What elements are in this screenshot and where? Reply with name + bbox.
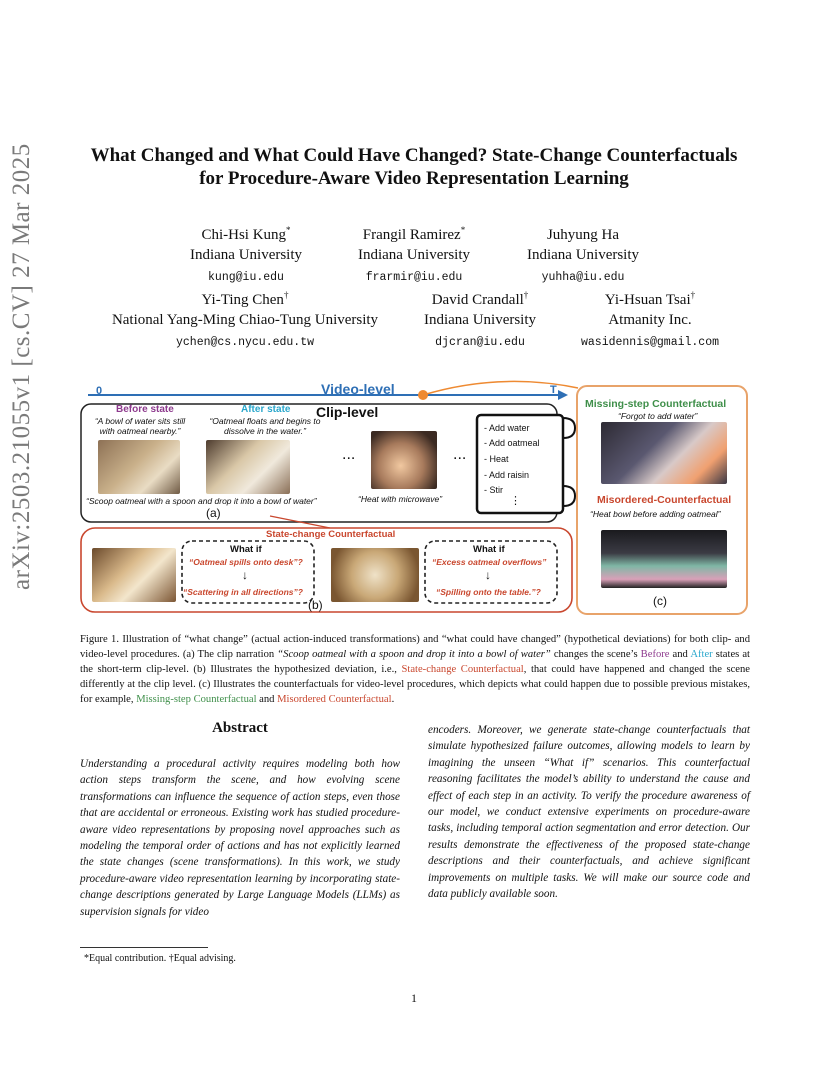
state-change-title: State-change Counterfactual <box>266 529 396 540</box>
step-item: - Heat <box>484 454 509 464</box>
author-block <box>336 220 492 288</box>
caption-missing-step-cf: Missing-step Counterfactual <box>136 694 257 705</box>
author-block <box>405 285 555 353</box>
author-mark: † <box>523 290 529 300</box>
after-state-photo <box>206 440 290 494</box>
step-item: - Add raisin <box>484 470 530 480</box>
author-email[interactable]: frarmir@iu.edu <box>365 271 463 284</box>
author-affiliation: National Yang-Ming Chiao-Tung University <box>111 312 379 328</box>
steps-loop-top <box>563 418 575 438</box>
what-if-label-2: What if <box>473 544 505 555</box>
what-if-label-1: What if <box>230 544 262 555</box>
title-line-2: for Procedure-Aware Video Representation Learning <box>199 168 629 189</box>
author-block <box>505 220 661 288</box>
author-affiliation: Indiana University <box>526 247 640 263</box>
author-mark: † <box>690 290 696 300</box>
author-email[interactable]: kung@iu.edu <box>208 271 284 284</box>
caption-text: states at the short-term clip-level. (b) Illustrates the hypothesized deviation, i.e., <box>80 649 750 675</box>
caption-text: Figure 1. Illustration of “what change” (actual action-induced transformations) and “what could have changed” (hypothetical deviations) for both clip- and video-level procedures. (a) The clip narration <box>80 634 750 660</box>
footnote-rule <box>80 947 208 948</box>
step-item: - Add water <box>484 423 530 433</box>
caption-text: changes the scene’s <box>550 649 641 660</box>
caption-text: . <box>391 694 395 705</box>
caption-before: Before <box>640 649 670 660</box>
missing-step-text: “Forgot to add water” <box>618 411 698 421</box>
oatmeal-overflow-photo <box>331 548 419 602</box>
abstract-heading: Abstract <box>212 720 268 736</box>
author-email[interactable]: ychen@cs.nycu.edu.tw <box>175 336 315 349</box>
label-b: (b) <box>308 598 323 612</box>
before-state-text: “A bowl of water sits still with oatmeal nearby.” <box>94 416 186 436</box>
counterfactual-2-result: “Spilling onto the table.”? <box>436 587 541 597</box>
footnote: *Equal contribution. †Equal advising. <box>84 953 236 964</box>
oatmeal-spill-photo <box>92 548 176 602</box>
counterfactual-2-condition: “Excess oatmeal overflows” <box>432 557 547 567</box>
author-affiliation: Indiana University <box>189 247 303 263</box>
author-email[interactable]: djcran@iu.edu <box>435 336 525 349</box>
missing-step-title: Missing-step Counterfactual <box>585 398 727 410</box>
caption-text: , that could have happened and changed the scene differently at the clip level. (c) Illustrates the counterfactuals for video-level procedures, which depicts what could happen due to possible previous mistakes, for example, <box>80 664 750 705</box>
misordered-title: Misordered-Counterfactual <box>597 494 732 506</box>
caption-text: and <box>669 649 691 660</box>
label-c: (c) <box>653 594 667 608</box>
author-mark: † <box>283 290 289 300</box>
steps-loop-bottom <box>563 486 575 506</box>
author-affiliation: Indiana University <box>423 312 537 328</box>
arxiv-stamp: arXiv:2503.21055v1 [cs.CV] 27 Mar 2025 <box>8 143 35 590</box>
ellipsis-2: ... <box>453 446 467 463</box>
author-name: David Crandall <box>431 292 524 308</box>
ellipsis-1: ... <box>342 446 356 463</box>
axis-end-label: T <box>550 384 557 396</box>
page-number: 1 <box>411 991 417 1005</box>
author-affiliation: Indiana University <box>357 247 471 263</box>
video-level-label: Video-level <box>321 381 395 397</box>
before-state-photo <box>98 440 180 494</box>
title-line-1: What Changed and What Could Have Changed? State-Change Counterfactuals <box>90 145 738 166</box>
clip-level-label: Clip-level <box>316 404 379 420</box>
misordered-text: “Heat bowl before adding oatmeal” <box>590 509 721 519</box>
author-name: Yi-Ting Chen <box>201 292 284 308</box>
axis-start-label: 0 <box>96 385 103 397</box>
after-state-text: “Oatmeal floats and begins to dissolve in the water.” <box>209 416 321 436</box>
before-state-title: Before state <box>116 404 174 415</box>
clip-2-caption: “Heat with microwave” <box>358 494 443 504</box>
step-item: ⋮ <box>510 495 521 507</box>
step-item: - Stir <box>484 485 503 495</box>
author-email[interactable]: yuhha@iu.edu <box>541 271 625 284</box>
missing-step-photo <box>601 422 727 484</box>
figure-caption <box>80 632 750 707</box>
abstract-left-column: Understanding a procedural activity requires modeling both how action steps transform the scene, and how evolving scene transformations can influence the sequence of action steps, even those that are accidental or erroneous. Existing work has studied procedure-aware video representations by proposing novel approaches such as modeling the temporal order of actions and has not explicitly learned the state changes (scene transformations). In this work, we study procedure-aware video representation learning by incorporating state-change descriptions generated by Large Language Models (LLMs) as supervision signals for video <box>80 758 400 918</box>
caption-state-change-cf: State-change Counterfactual <box>401 664 524 675</box>
author-name: Juhyung Ha <box>546 227 620 243</box>
figure-1 <box>80 378 748 618</box>
author-block <box>168 220 324 288</box>
author-name: Frangil Ramirez <box>362 227 461 243</box>
down-arrow-2: ↓ <box>485 568 491 582</box>
misordered-photo <box>601 530 727 588</box>
author-name: Chi-Hsi Kung <box>201 227 287 243</box>
clip-narration: “Scoop oatmeal with a spoon and drop it into a bowl of water” <box>86 496 317 506</box>
author-mark: * <box>460 225 466 235</box>
caption-misordered-cf: Misordered Counterfactual <box>277 694 392 705</box>
author-mark: * <box>286 225 291 235</box>
label-a: (a) <box>206 506 221 520</box>
counterfactual-1-result: “Scattering in all directions”? <box>183 587 303 597</box>
step-item: - Add oatmeal <box>484 438 540 448</box>
caption-after: After <box>690 649 713 660</box>
down-arrow-1: ↓ <box>242 568 248 582</box>
clip-microwave-photo <box>371 431 437 489</box>
author-name: Yi-Hsuan Tsai <box>604 292 691 308</box>
caption-text: and <box>256 694 278 705</box>
author-affiliation: Atmanity Inc. <box>608 312 692 328</box>
author-block <box>92 285 398 353</box>
abstract-right-column: encoders. Moreover, we generate state-change counterfactuals that simulate hypothesized failure outcomes, allowing models to learn by imagining the unseen “What if” scenarios. This counterfactual reasoning facilitates the model’s ability to understand the cause and effect of each step in an activity. To verify the procedure awareness of our model, we conduct extensive experiments on procedure-aware tasks, including temporal action segmentation and error detection. Our results demonstrate the effectiveness of the proposed state-change descriptions and their counterfactuals, and achieve significant improvements on multiple tasks. We will make our source code and data publicly available soon. <box>428 724 750 901</box>
after-state-title: After state <box>241 404 291 415</box>
caption-narration: “Scoop oatmeal with a spoon and drop it into a bowl of water” <box>277 649 551 660</box>
paper-title <box>60 144 768 190</box>
author-email[interactable]: wasidennis@gmail.com <box>580 336 720 349</box>
axis-arrowhead <box>558 390 568 400</box>
counterfactual-1-condition: “Oatmeal spills onto desk”? <box>189 557 303 567</box>
author-block <box>570 285 730 353</box>
